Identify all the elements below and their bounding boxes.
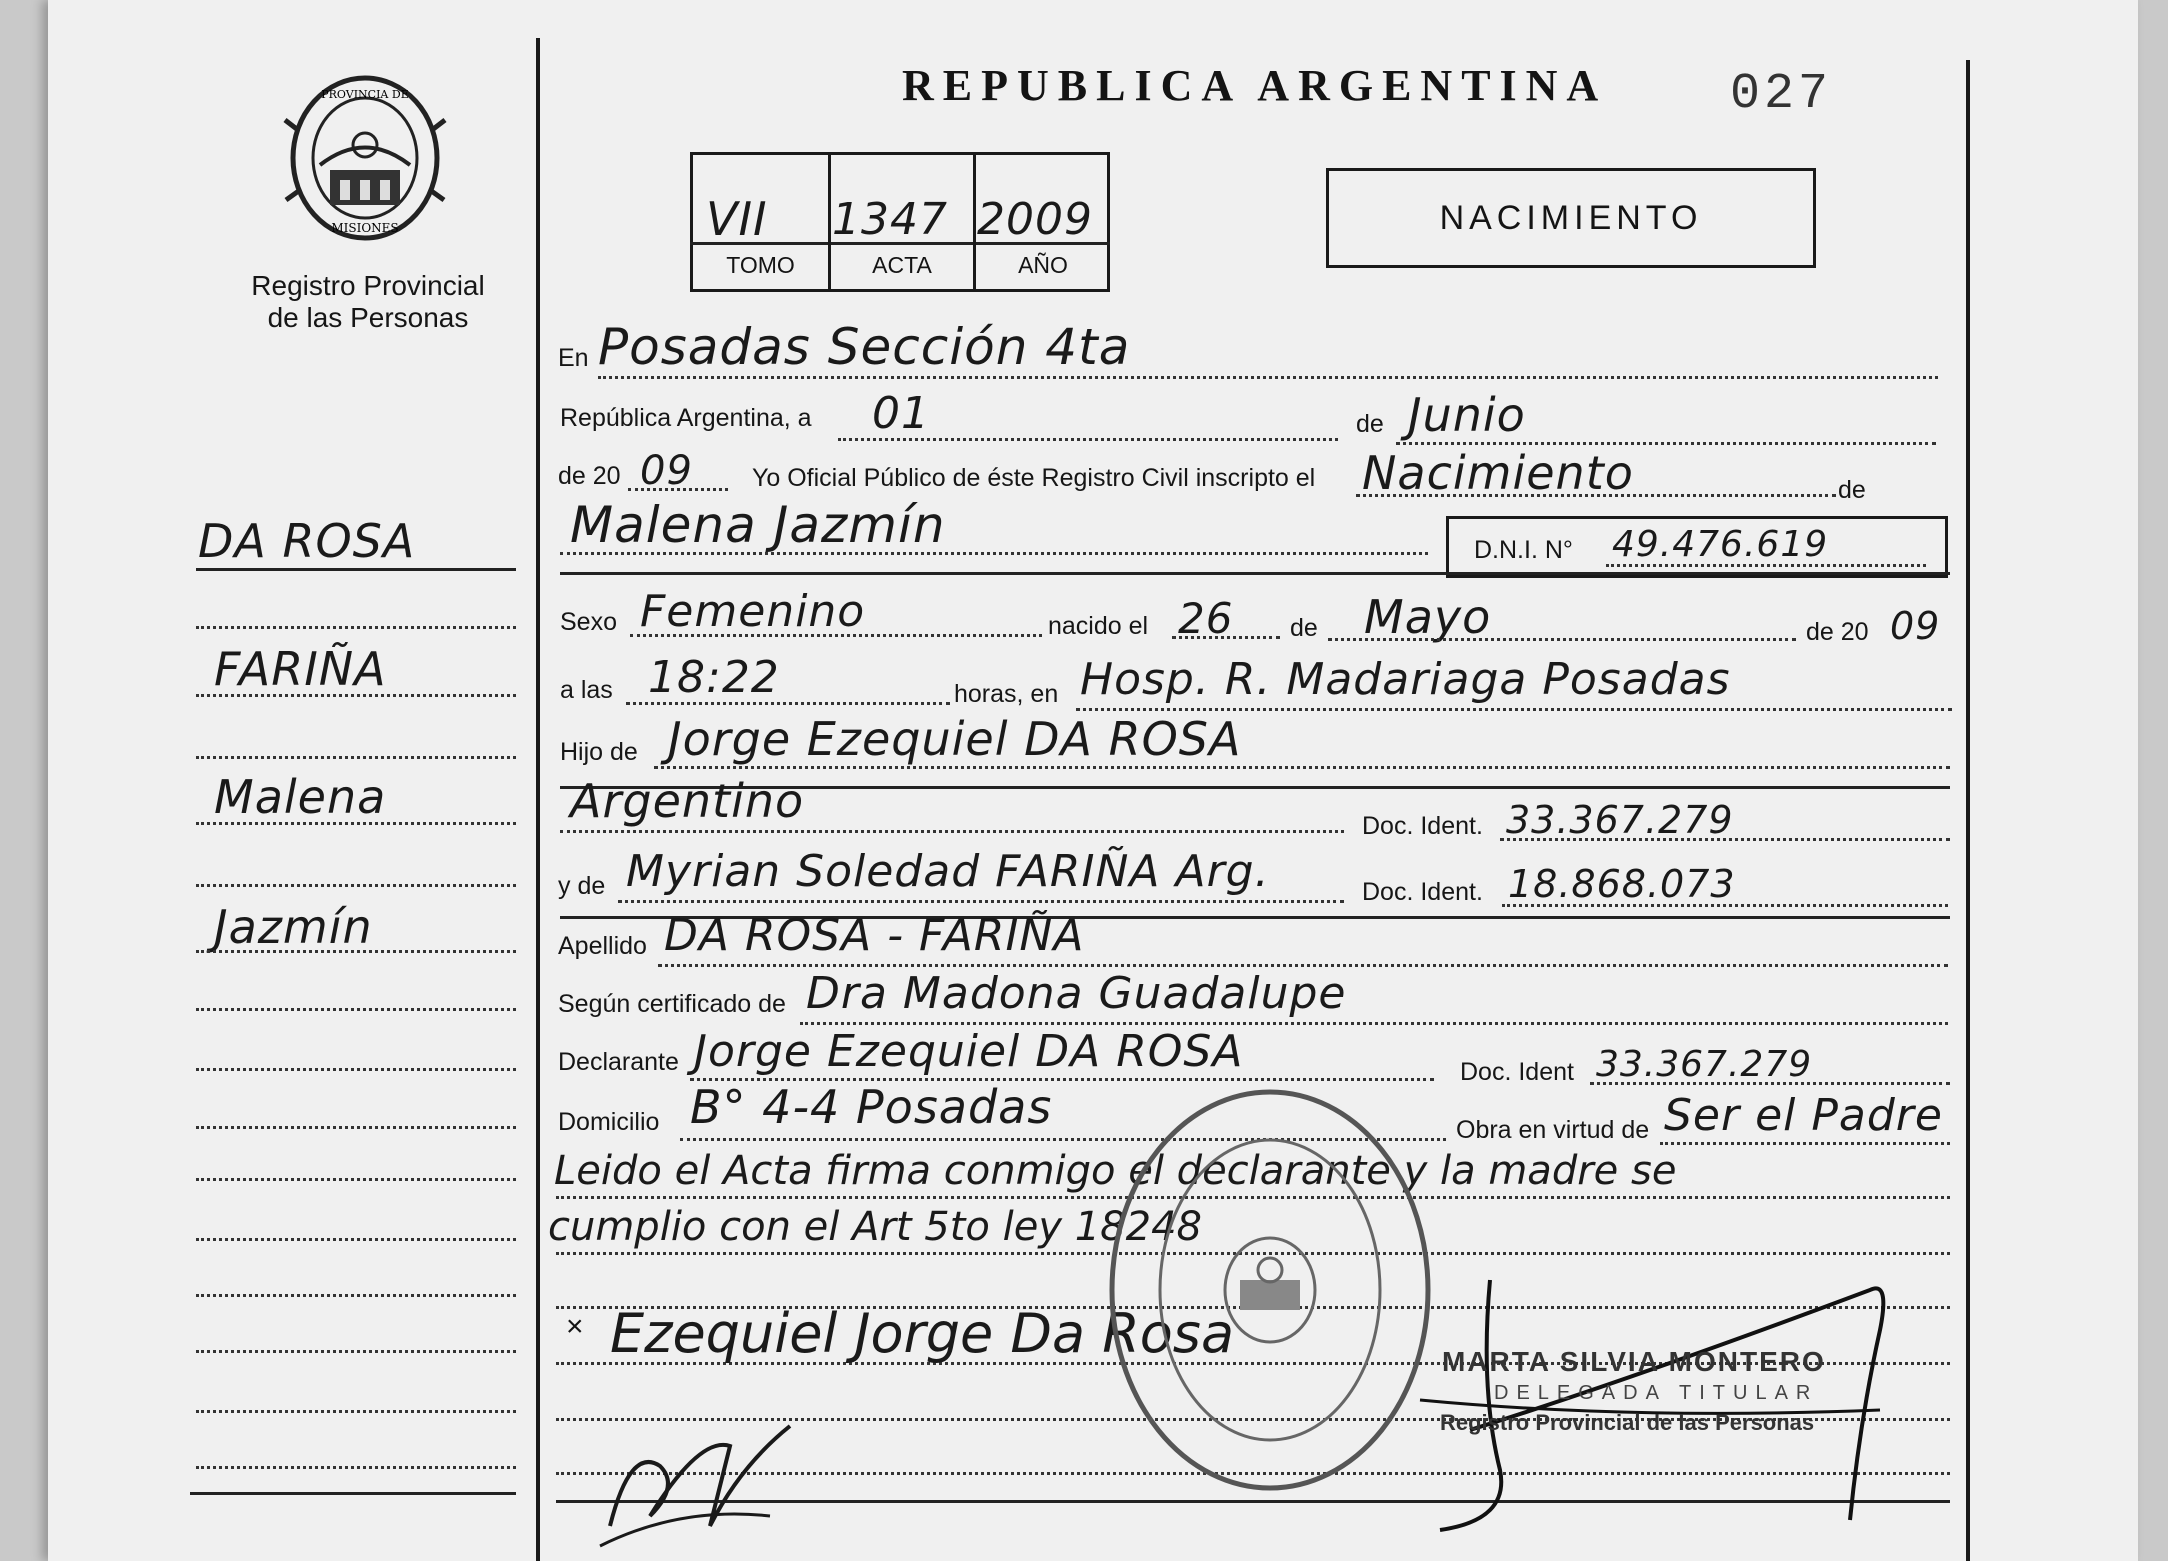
label-horas-en: horas, en — [954, 680, 1059, 708]
label-a-las: a las — [560, 676, 613, 704]
label-doc-ident-madre: Doc. Ident. — [1362, 878, 1483, 906]
label-domicilio: Domicilio — [558, 1108, 660, 1136]
svg-text:MISIONES: MISIONES — [331, 221, 399, 235]
value-lugar: Posadas Sección 4ta — [598, 318, 1131, 376]
value-lugar-nacimiento: Hosp. R. Madariaga Posadas — [1080, 654, 1731, 705]
value-dni: 49.476.619 — [1612, 524, 1829, 565]
anio-value: 2009 — [977, 194, 1093, 245]
document-title: REPUBLICA ARGENTINA — [902, 61, 1608, 110]
value-apellido: DA ROSA - FARIÑA — [664, 910, 1085, 961]
label-doc-ident-declarante: Doc. Ident — [1460, 1058, 1574, 1086]
registry-name-line2: de las Personas — [267, 302, 469, 333]
value-padre-nacionalidad: Argentino — [570, 774, 805, 828]
anio-label: AÑO — [1018, 252, 1068, 278]
label-hijo-de: Hijo de — [560, 738, 638, 766]
label-en: En — [558, 344, 589, 372]
svg-text:PROVINCIA DE: PROVINCIA DE — [321, 88, 409, 101]
label-doc-ident-padre: Doc. Ident. — [1362, 812, 1483, 840]
official-org: Registro Provincial de las Personas — [1440, 1410, 1815, 1435]
registry-name-line1: Registro Provincial — [251, 270, 485, 301]
official-name: MARTA SILVIA MONTERO — [1442, 1346, 1826, 1377]
label-de-nacido-mes: de — [1290, 614, 1318, 642]
acta-label: ACTA — [872, 252, 932, 278]
provincial-seal-icon — [280, 70, 450, 245]
value-nacido-dia: 26 — [1178, 594, 1234, 643]
label-de-mes: de — [1356, 410, 1384, 438]
label-obra-en-virtud: Obra en virtud de — [1456, 1116, 1650, 1144]
label-sexo: Sexo — [560, 608, 617, 636]
value-nota2: cumplio con el Art 5to ley 18248 — [548, 1204, 1202, 1250]
label-segun-certificado: Según certificado de — [558, 990, 786, 1018]
value-declarante: Jorge Ezequiel DA ROSA — [694, 1026, 1244, 1077]
value-inscripto: Nacimiento — [1362, 446, 1634, 500]
label-de-nombre: de — [1838, 476, 1866, 504]
value-nota1: Leido el Acta firma conmigo el declarante y la madre se — [554, 1148, 1677, 1194]
value-nombre: Malena Jazmín — [570, 496, 946, 554]
value-certificado: Dra Madona Guadalupe — [806, 968, 1347, 1019]
tomo-label: TOMO — [726, 252, 795, 278]
value-nacido-mes: Mayo — [1364, 590, 1492, 644]
value-madre-doc: 18.868.073 — [1508, 862, 1736, 906]
tomo-value: VII — [706, 192, 768, 246]
margin-name1: Malena — [214, 770, 387, 824]
margin-surname2: FARIÑA — [214, 642, 387, 696]
label-declarante: Declarante — [558, 1048, 679, 1076]
value-domicilio: B° 4-4 Posadas — [690, 1080, 1053, 1134]
label-yo-oficial: Yo Oficial Público de éste Registro Civil inscripto el — [752, 464, 1316, 492]
value-padre: Jorge Ezequiel DA ROSA — [668, 712, 1242, 766]
label-republica: República Argentina, a — [560, 404, 812, 432]
value-obra: Ser el Padre — [1664, 1090, 1943, 1141]
label-y-de: y de — [558, 872, 606, 900]
value-sexo: Femenino — [640, 586, 866, 637]
value-firma-declarante: Ezequiel Jorge Da Rosa — [610, 1302, 1235, 1365]
label-dni: D.N.I. N° — [1474, 536, 1573, 564]
value-anio-corto: 09 — [640, 448, 693, 494]
acta-value: 1347 — [832, 194, 948, 245]
official-signature-icon — [1380, 1270, 1920, 1540]
label-de-20-nacido: de 20 — [1806, 618, 1869, 646]
value-hora: 18:22 — [648, 652, 780, 703]
frame-right-line — [1966, 60, 1970, 1561]
label-apellido: Apellido — [558, 932, 647, 960]
margin-surname1: DA ROSA — [198, 514, 416, 568]
margin-name2: Jazmín — [214, 900, 373, 954]
value-declarante-doc: 33.367.279 — [1596, 1044, 1813, 1085]
label-nacido-el: nacido el — [1048, 612, 1149, 640]
doc-type-box: NACIMIENTO — [1326, 168, 1816, 268]
value-nacido-anio: 09 — [1890, 604, 1941, 648]
official-title: DELEGADA TITULAR — [1494, 1382, 1819, 1404]
value-dia: 01 — [872, 388, 930, 439]
label-de-20: de 20 — [558, 462, 621, 490]
value-padre-doc: 33.367.279 — [1506, 798, 1734, 842]
frame-left-line — [536, 38, 540, 1561]
value-madre: Myrian Soledad FARIÑA Arg. — [626, 846, 1270, 897]
value-mes: Junio — [1408, 388, 1526, 442]
mother-signature-icon — [590, 1406, 820, 1556]
page-number: 027 — [1730, 66, 1833, 123]
